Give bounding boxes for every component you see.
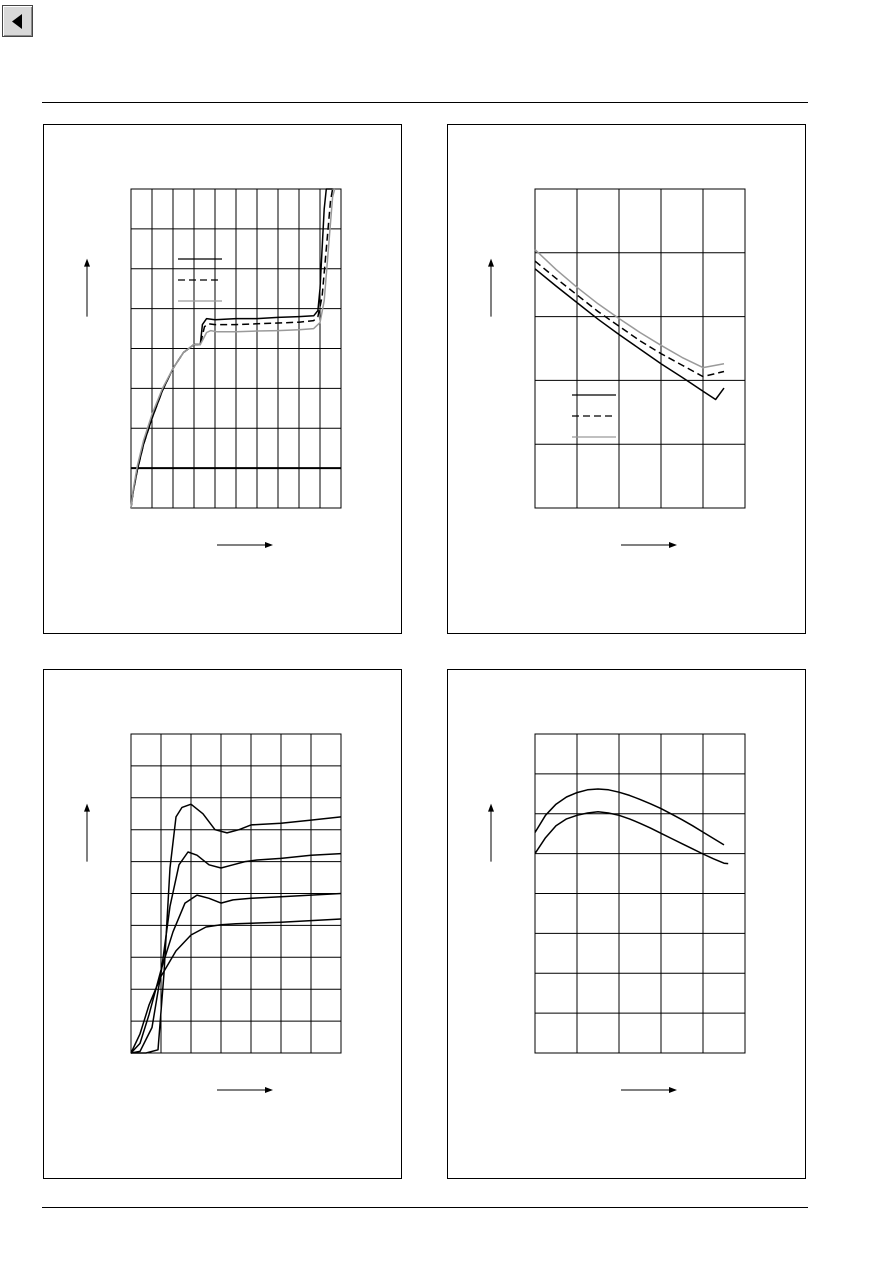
series-line-1 — [131, 804, 341, 1053]
x-axis-arrowhead — [669, 542, 677, 548]
y-axis-arrowhead — [488, 259, 494, 267]
chart-panel-1 — [43, 124, 402, 634]
series-line-2 — [535, 812, 728, 864]
series-line-1 — [535, 269, 724, 400]
bottom-rule — [42, 1207, 808, 1208]
chart-2-svg — [448, 125, 807, 635]
chart-3-svg — [44, 670, 403, 1180]
series-line-2 — [535, 261, 724, 377]
x-axis-arrowhead — [265, 542, 273, 548]
x-axis-arrowhead — [669, 1087, 677, 1093]
y-axis-arrowhead — [488, 804, 494, 812]
series-line-1 — [535, 789, 724, 845]
top-rule — [42, 102, 808, 103]
triangle-left-icon — [3, 6, 34, 38]
y-axis-arrowhead — [84, 804, 90, 812]
y-axis-arrowhead — [84, 259, 90, 267]
back-button[interactable] — [2, 5, 33, 37]
series-line-3 — [535, 250, 724, 368]
x-axis-arrowhead — [265, 1087, 273, 1093]
chart-4-svg — [448, 670, 807, 1180]
chart-panel-3 — [43, 669, 402, 1179]
chart-panel-4 — [447, 669, 806, 1179]
chart-1-svg — [44, 125, 403, 635]
chart-panel-2 — [447, 124, 806, 634]
series-line-2 — [131, 852, 341, 1053]
